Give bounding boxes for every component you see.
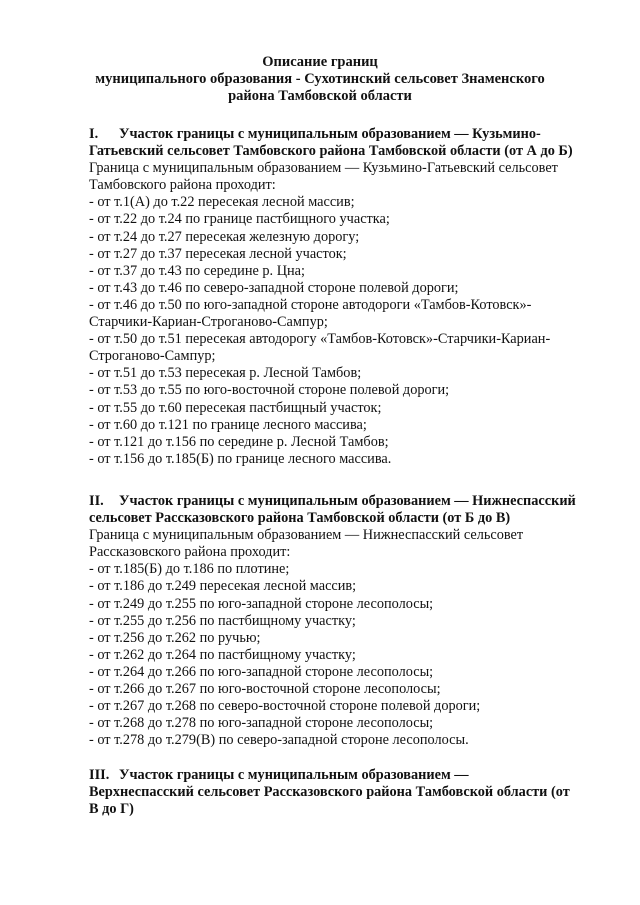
boundary-item: - от т.43 до т.46 по северо-западной стороне полевой дороги; (89, 279, 459, 296)
boundary-item: Старчики-Кариан-Строганово-Сампур; (89, 314, 328, 331)
section-number: III. (89, 767, 110, 783)
boundary-item: Строганово-Сампур; (89, 348, 216, 365)
section-number: I. (89, 126, 99, 142)
boundary-item: - от т.267 до т.268 по северо-восточной стороне полевой дороги; (89, 698, 481, 715)
boundary-item: - от т.46 до т.50 по юго-западной стороне автодороги «Тамбов-Котовск»- (89, 296, 532, 313)
boundary-item: - от т.185(Б) до т.186 по плотине; (89, 561, 290, 578)
heading-line: Гатьевский сельсовет Тамбовского района Тамбовской области (от А до Б) (89, 143, 573, 160)
boundary-item: - от т.1(А) до т.22 пересекая лесной массив; (89, 194, 355, 211)
heading-line: Участок границы с муниципальным образованием — Кузьмино- (119, 126, 541, 142)
intro-line: Граница с муниципальным образованием — Нижнеспасский сельсовет (89, 527, 524, 544)
heading-line: Верхнеспасский сельсовет Рассказовского района Тамбовской области (от (89, 784, 570, 801)
boundary-item: - от т.268 до т.278 по юго-западной стороне лесополосы; (89, 715, 434, 732)
title-line: Описание границ (262, 54, 378, 70)
title-line: муниципального образования - Сухотинский сельсовет Знаменского (95, 71, 545, 87)
title-line: района Тамбовской области (228, 88, 412, 104)
boundary-item: - от т.264 до т.266 по юго-западной стороне лесополосы; (89, 663, 434, 680)
boundary-item: - от т.262 до т.264 по пастбищному участку; (89, 646, 356, 663)
section-heading (89, 767, 629, 784)
boundary-item: - от т.249 до т.255 по юго-западной стороне лесополосы; (89, 595, 434, 612)
section-number: II. (89, 493, 104, 509)
intro-line: Рассказовского района проходит: (89, 544, 291, 561)
boundary-item: - от т.186 до т.249 пересекая лесной массив; (89, 578, 357, 595)
boundary-item: - от т.255 до т.256 по пастбищному участку; (89, 612, 356, 629)
document-title (0, 54, 640, 105)
boundary-item: - от т.266 до т.267 по юго-восточной стороне лесополосы; (89, 681, 441, 698)
boundary-item: - от т.37 до т.43 по середине р. Цна; (89, 262, 305, 279)
intro-line: Граница с муниципальным образованием — Кузьмино-Гатьевский сельсовет (89, 160, 558, 177)
section-heading (89, 126, 629, 143)
heading-line: Участок границы с муниципальным образованием — (119, 767, 469, 783)
boundary-item: - от т.24 до т.27 пересекая железную дорогу; (89, 228, 360, 245)
intro-line: Тамбовского района проходит: (89, 177, 276, 194)
boundary-item: - от т.51 до т.53 пересекая р. Лесной Тамбов; (89, 365, 362, 382)
section-3 (89, 767, 629, 818)
heading-line: сельсовет Рассказовского района Тамбовской области (от Б до В) (89, 510, 511, 527)
boundary-item: - от т.278 до т.279(В) по северо-западной стороне лесополосы. (89, 732, 469, 749)
boundary-item: - от т.50 до т.51 пересекая автодорогу «Тамбов-Котовск»-Старчики-Кариан- (89, 331, 551, 348)
boundary-item: - от т.256 до т.262 по ручью; (89, 629, 261, 646)
boundary-item: - от т.27 до т.37 пересекая лесной участок; (89, 245, 347, 262)
boundary-item: - от т.60 до т.121 по границе лесного массива; (89, 416, 367, 433)
boundary-item: - от т.156 до т.185(Б) по границе лесного массива. (89, 450, 392, 467)
section-heading (89, 493, 629, 510)
section-1 (89, 126, 629, 468)
section-2 (89, 493, 629, 749)
boundary-item: - от т.22 до т.24 по границе пастбищного участка; (89, 211, 390, 228)
boundary-item: - от т.121 до т.156 по середине р. Лесной Тамбов; (89, 433, 389, 450)
boundary-item: - от т.53 до т.55 по юго-восточной стороне полевой дороги; (89, 382, 450, 399)
heading-line: Участок границы с муниципальным образованием — Нижнеспасский (119, 493, 576, 509)
heading-line: В до Г) (89, 801, 134, 818)
boundary-item: - от т.55 до т.60 пересекая пастбищный участок; (89, 399, 382, 416)
